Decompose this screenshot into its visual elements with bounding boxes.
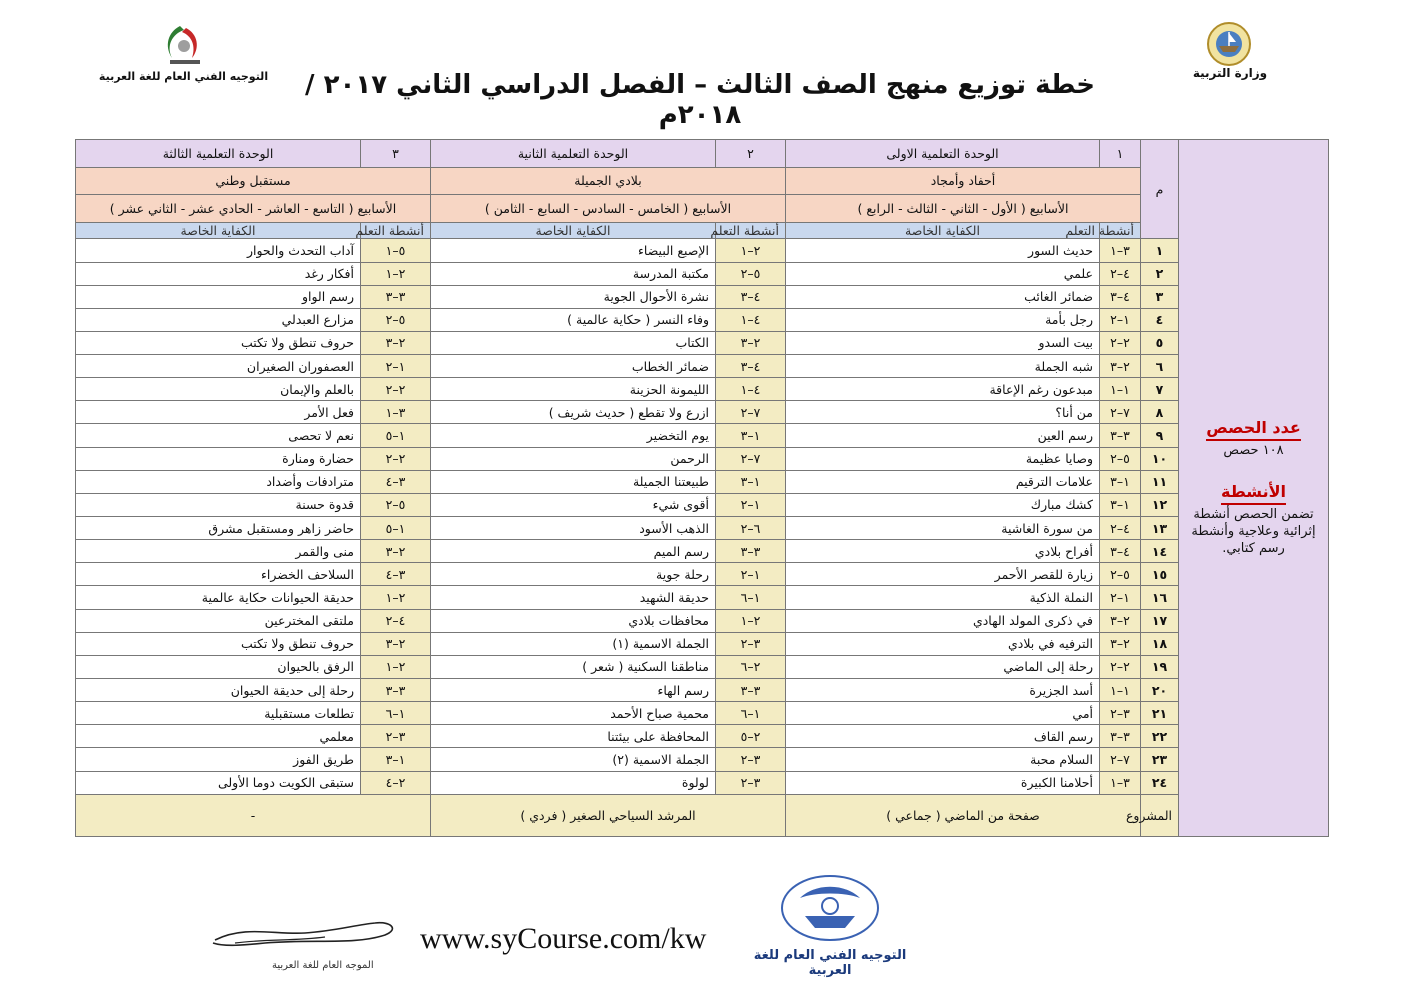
unit-2-lesson: مكتبة المدرسة — [431, 262, 716, 285]
page-title: خطة توزيع منهج الصف الثالث – الفصل الدراسي الثاني ٢٠١٧ / ٢٠١٨م — [305, 70, 1095, 130]
table-row — [76, 447, 1329, 470]
unit-3-lesson: حروف تنطق ولا تكتب — [76, 632, 361, 655]
unit-1-lesson: حديث السور — [786, 239, 1100, 262]
unit-1-lesson: مبدعون رغم الإعاقة — [786, 378, 1100, 401]
unit-1-lesson: أمي — [786, 702, 1100, 725]
unit-3-lesson: معلمي — [76, 725, 361, 748]
unit-3-lesson: آداب التحدث والحوار — [76, 239, 361, 262]
unit-1-project: صفحة من الماضي ( جماعي ) — [786, 794, 1141, 836]
unit-2-activity-code: ٣–٢ — [716, 748, 786, 771]
unit-3-lesson: بالعلم والإيمان — [76, 378, 361, 401]
unit-2-activity-header: أنشطة التعلم — [716, 222, 786, 238]
unit-1-activity-code: ٥–٢ — [1100, 563, 1141, 586]
unit-1-lesson: السلام محبة — [786, 748, 1100, 771]
unit-2-activity-code: ٧–٢ — [716, 401, 786, 424]
unit-1-lesson: الترفيه في بلادي — [786, 632, 1100, 655]
guidance-org-name: التوجيه الفني العام للغة العربية — [98, 70, 269, 83]
unit-1-lesson: وصايا عظيمة — [786, 447, 1100, 470]
row-number: ١٧ — [1141, 609, 1179, 632]
row-number: ٣ — [1141, 285, 1179, 308]
unit-3-activity-code: ٢–٢ — [361, 447, 431, 470]
unit-3-activity-code: ٤–٢ — [361, 609, 431, 632]
unit-3-activity-code: ١–٥ — [361, 424, 431, 447]
unit-3-activity-code: ٣–١ — [361, 401, 431, 424]
row-number: ١١ — [1141, 470, 1179, 493]
unit-2-lesson: حديقة الشهيد — [431, 586, 716, 609]
unit-3-lesson: تطلعات مستقبلية — [76, 702, 361, 725]
unit-1-theme: أحفاد وأمجاد — [786, 167, 1141, 195]
table-row — [76, 609, 1329, 632]
activities-heading: الأنشطة — [1221, 482, 1286, 505]
unit-1-number: ١ — [1100, 140, 1141, 168]
table-row — [76, 679, 1329, 702]
table-row — [76, 239, 1329, 262]
unit-2-lesson: وفاء النسر ( حكاية عالمية ) — [431, 308, 716, 331]
unit-2-lesson: مناطقنا السكنية ( شعر ) — [431, 655, 716, 678]
table-row — [76, 771, 1329, 794]
row-number: ١٨ — [1141, 632, 1179, 655]
unit-3-activity-code: ١–٥ — [361, 517, 431, 540]
unit-3-activity-code: ٣–٢ — [361, 725, 431, 748]
unit-3-lesson: مزارع العبدلي — [76, 308, 361, 331]
unit-1-weeks: الأسابيع ( الأول - الثاني - الثالث - الرابع ) — [786, 195, 1141, 223]
table-row — [76, 540, 1329, 563]
unit-1-lesson: في ذكرى المولد الهادي — [786, 609, 1100, 632]
table-row — [76, 563, 1329, 586]
unit-2-activity-code: ٤–٣ — [716, 285, 786, 308]
unit-3-weeks: الأسابيع ( التاسع - العاشر - الحادي عشر - الثاني عشر ) — [76, 195, 431, 223]
unit-2-lesson: الليمونة الحزينة — [431, 378, 716, 401]
row-number: ٢٣ — [1141, 748, 1179, 771]
unit-1-lesson: أحلامنا الكبيرة — [786, 771, 1100, 794]
unit-3-theme: مستقبل وطني — [76, 167, 431, 195]
unit-3-activity-code: ٢–٢ — [361, 378, 431, 401]
unit-2-lesson: ازرع ولا تقطع ( حديث شريف ) — [431, 401, 716, 424]
unit-2-activity-code: ٣–٢ — [716, 771, 786, 794]
table-row — [76, 470, 1329, 493]
unit-1-activity-code: ٣–٣ — [1100, 424, 1141, 447]
unit-2-activity-code: ٦–٢ — [716, 517, 786, 540]
unit-1-activity-code: ٣–١ — [1100, 771, 1141, 794]
signature-caption: الموجه العام للغة العربية — [272, 960, 374, 971]
row-number: ١٦ — [1141, 586, 1179, 609]
unit-3-activity-header: أنشطة التعلم — [361, 222, 431, 238]
project-row — [76, 794, 1329, 836]
unit-1-activity-code: ٣–٣ — [1100, 725, 1141, 748]
table-row — [76, 378, 1329, 401]
row-number: ١٥ — [1141, 563, 1179, 586]
unit-3-lesson: ستبقى الكويت دوما الأولى — [76, 771, 361, 794]
unit-3-lesson: رحلة إلى حديقة الحيوان — [76, 679, 361, 702]
unit-3-activity-code: ٢–٣ — [361, 540, 431, 563]
unit-1-activity-code: ٢–٣ — [1100, 632, 1141, 655]
table-row — [76, 517, 1329, 540]
unit-2-activity-code: ٢–٦ — [716, 655, 786, 678]
unit-1-activity-code: ٣–١ — [1100, 239, 1141, 262]
row-number: ٤ — [1141, 308, 1179, 331]
unit-1-activity-code: ٢–٢ — [1100, 331, 1141, 354]
unit-2-lesson: رسم الميم — [431, 540, 716, 563]
row-number: ١ — [1141, 239, 1179, 262]
row-number: ١٢ — [1141, 493, 1179, 516]
table-row — [76, 702, 1329, 725]
unit-2-activity-code: ٣–٣ — [716, 540, 786, 563]
ministry-name: وزارة التربية — [1192, 66, 1268, 80]
unit-2-activity-code: ٢–١ — [716, 239, 786, 262]
periods-heading: عدد الحصص — [1206, 418, 1301, 441]
unit-2-activity-code: ٢–٥ — [716, 725, 786, 748]
unit-2-activity-code: ٤–١ — [716, 308, 786, 331]
unit-3-competency-header: الكفاية الخاصة — [76, 222, 361, 238]
unit-1-activity-code: ١–٢ — [1100, 586, 1141, 609]
unit-2-lesson: رحلة جوية — [431, 563, 716, 586]
unit-3-lesson: حضارة ومنارة — [76, 447, 361, 470]
unit-3-activity-code: ٢–١ — [361, 586, 431, 609]
unit-1-lesson: أسد الجزيرة — [786, 679, 1100, 702]
row-number: ٢١ — [1141, 702, 1179, 725]
unit-2-activity-code: ٣–٣ — [716, 679, 786, 702]
unit-1-activity-code: ٣–٢ — [1100, 702, 1141, 725]
unit-1-lesson: رحلة إلى الماضي — [786, 655, 1100, 678]
unit-3-lesson: الرفق بالحيوان — [76, 655, 361, 678]
website-link[interactable]: www.syCourse.com/kw — [420, 922, 707, 955]
unit-3-activity-code: ٣–٤ — [361, 470, 431, 493]
unit-2-lesson: الذهب الأسود — [431, 517, 716, 540]
table-row — [76, 308, 1329, 331]
ministry-emblem-icon — [1205, 20, 1253, 68]
unit-3-activity-code: ٢–٣ — [361, 331, 431, 354]
unit-2-project: المرشد السياحي الصغير ( فردي ) — [431, 794, 786, 836]
table-row — [76, 331, 1329, 354]
unit-1-activity-code: ٧–٢ — [1100, 748, 1141, 771]
unit-2-lesson: لولوة — [431, 771, 716, 794]
unit-1-activity-code: ٢–٣ — [1100, 355, 1141, 378]
unit-2-activity-code: ٧–٢ — [716, 447, 786, 470]
row-number: ١٣ — [1141, 517, 1179, 540]
page-footer — [0, 860, 1403, 992]
unit-2-lesson: الرحمن — [431, 447, 716, 470]
unit-2-activity-code: ٤–١ — [716, 378, 786, 401]
unit-2-weeks: الأسابيع ( الخامس - السادس - السابع - الثامن ) — [431, 195, 786, 223]
unit-3-lesson: فعل الأمر — [76, 401, 361, 424]
unit-3-lesson: طريق الفوز — [76, 748, 361, 771]
unit-2-activity-code: ١–٦ — [716, 702, 786, 725]
unit-1-activity-code: ٢–٢ — [1100, 655, 1141, 678]
unit-1-lesson: شبه الجملة — [786, 355, 1100, 378]
unit-2-lesson: الكتاب — [431, 331, 716, 354]
unit-2-number: ٢ — [716, 140, 786, 168]
unit-1-activity-code: ٤–٢ — [1100, 262, 1141, 285]
table-row — [76, 262, 1329, 285]
unit-3-lesson: منى والقمر — [76, 540, 361, 563]
unit-1-lesson: رسم القاف — [786, 725, 1100, 748]
unit-1-activity-code: ١–١ — [1100, 378, 1141, 401]
unit-3-lesson: حاضر زاهر ومستقبل مشرق — [76, 517, 361, 540]
unit-3-activity-code: ٢–٤ — [361, 771, 431, 794]
curriculum-plan-table — [75, 139, 1329, 837]
unit-2-name: الوحدة التعلمية الثانية — [431, 140, 716, 168]
unit-3-lesson: مترادفات وأضداد — [76, 470, 361, 493]
unit-3-activity-code: ٣–٤ — [361, 563, 431, 586]
unit-1-activity-code: ١–٣ — [1100, 493, 1141, 516]
page-header — [0, 0, 1403, 130]
unit-3-lesson: أفكار رغد — [76, 262, 361, 285]
table-row — [76, 493, 1329, 516]
unit-3-activity-code: ٥–٢ — [361, 308, 431, 331]
unit-3-activity-code: ٣–٣ — [361, 679, 431, 702]
unit-1-lesson: رجل بأمة — [786, 308, 1100, 331]
unit-3-lesson: العصفوران الصغيران — [76, 355, 361, 378]
unit-1-activity-code: ٤–٣ — [1100, 540, 1141, 563]
row-number: ٧ — [1141, 378, 1179, 401]
unit-3-activity-code: ٢–١ — [361, 262, 431, 285]
row-number: ١٩ — [1141, 655, 1179, 678]
unit-3-name: الوحدة التعلمية الثالثة — [76, 140, 361, 168]
unit-3-activity-code: ٣–٣ — [361, 285, 431, 308]
table-row — [76, 748, 1329, 771]
unit-2-lesson: ضمائر الخطاب — [431, 355, 716, 378]
unit-2-lesson: محافظات بلادي — [431, 609, 716, 632]
row-number: ١٠ — [1141, 447, 1179, 470]
unit-2-activity-code: ٢–١ — [716, 609, 786, 632]
unit-2-theme: بلادي الجميلة — [431, 167, 786, 195]
row-number: ٥ — [1141, 331, 1179, 354]
unit-3-activity-code: ١–٦ — [361, 702, 431, 725]
table-row — [76, 424, 1329, 447]
unit-1-activity-code: ٤–٣ — [1100, 285, 1141, 308]
unit-3-activity-code: ١–٢ — [361, 355, 431, 378]
unit-3-lesson: السلاحف الخضراء — [76, 563, 361, 586]
unit-1-activity-code: ٧–٢ — [1100, 401, 1141, 424]
table-row — [76, 632, 1329, 655]
unit-1-lesson: كشك مبارك — [786, 493, 1100, 516]
unit-2-activity-code: ٤–٣ — [716, 355, 786, 378]
unit-1-activity-code: ١–٣ — [1100, 470, 1141, 493]
unit-2-activity-code: ١–٣ — [716, 424, 786, 447]
unit-3-lesson: حروف تنطق ولا تكتب — [76, 331, 361, 354]
unit-3-project: - — [76, 794, 431, 836]
table-row — [76, 355, 1329, 378]
unit-2-activity-code: ٥–٢ — [716, 262, 786, 285]
unit-1-lesson: من أنا؟ — [786, 401, 1100, 424]
unit-1-lesson: من سورة الغاشية — [786, 517, 1100, 540]
unit-2-lesson: رسم الهاء — [431, 679, 716, 702]
unit-3-activity-code: ٢–٣ — [361, 632, 431, 655]
unit-1-activity-code: ٤–٢ — [1100, 517, 1141, 540]
unit-2-competency-header: الكفاية الخاصة — [431, 222, 716, 238]
unit-2-lesson: الجملة الاسمية (٢) — [431, 748, 716, 771]
unit-1-activity-header: أنشطة التعلم — [1100, 222, 1141, 238]
unit-2-lesson: يوم التخضير — [431, 424, 716, 447]
table-row — [76, 285, 1329, 308]
unit-1-lesson: رسم العين — [786, 424, 1100, 447]
unit-1-lesson: علامات الترقيم — [786, 470, 1100, 493]
unit-2-activity-code: ١–٢ — [716, 493, 786, 516]
unit-2-activity-code: ٢–٣ — [716, 331, 786, 354]
unit-2-activity-code: ٣–٢ — [716, 632, 786, 655]
unit-3-activity-code: ٥–١ — [361, 239, 431, 262]
unit-3-activity-code: ٥–٢ — [361, 493, 431, 516]
unit-1-activity-code: ١–٢ — [1100, 308, 1141, 331]
row-number: ٢٠ — [1141, 679, 1179, 702]
unit-2-activity-code: ١–٦ — [716, 586, 786, 609]
project-label: المشروع — [1141, 794, 1179, 836]
unit-2-lesson: نشرة الأحوال الجوية — [431, 285, 716, 308]
unit-2-lesson: المحافظة على بيئتنا — [431, 725, 716, 748]
row-number: ٦ — [1141, 355, 1179, 378]
table-row — [76, 655, 1329, 678]
unit-2-lesson: أقوى شيء — [431, 493, 716, 516]
unit-1-lesson: النملة الذكية — [786, 586, 1100, 609]
row-number: ١٤ — [1141, 540, 1179, 563]
unit-3-lesson: ملتقى المخترعين — [76, 609, 361, 632]
unit-1-lesson: زيارة للقصر الأحمر — [786, 563, 1100, 586]
row-number: ٨ — [1141, 401, 1179, 424]
unit-2-lesson: محمية صباح الأحمد — [431, 702, 716, 725]
unit-2-lesson: الإصبع البيضاء — [431, 239, 716, 262]
unit-1-activity-code: ٥–٢ — [1100, 447, 1141, 470]
periods-value: ١٠٨ حصص — [1223, 443, 1284, 459]
units-header-row — [76, 140, 1329, 168]
row-number: ٢٤ — [1141, 771, 1179, 794]
unit-3-lesson: نعم لا تحصى — [76, 424, 361, 447]
unit-1-activity-code: ٢–٣ — [1100, 609, 1141, 632]
row-number: ٢٢ — [1141, 725, 1179, 748]
table-row — [76, 725, 1329, 748]
unit-1-lesson: أفراح بلادي — [786, 540, 1100, 563]
unit-3-number: ٣ — [361, 140, 431, 168]
unit-3-activity-code: ١–٣ — [361, 748, 431, 771]
unit-3-lesson: حديقة الحيوانات حكاية عالمية — [76, 586, 361, 609]
row-number-header: م — [1141, 140, 1179, 239]
activities-text: تضمن الحصص أنشطة إثرائية وعلاجية وأنشطة رسم كتابي. — [1191, 506, 1316, 556]
unit-3-activity-code: ٢–١ — [361, 655, 431, 678]
unit-3-lesson: رسم الواو — [76, 285, 361, 308]
unit-2-activity-code: ١–٣ — [716, 470, 786, 493]
unit-1-lesson: بيت السدو — [786, 331, 1100, 354]
unit-1-activity-code: ١–١ — [1100, 679, 1141, 702]
row-number: ٢ — [1141, 262, 1179, 285]
stamp-caption: التوجيه الفني العام للغة العربية — [753, 948, 907, 978]
unit-1-lesson: ضمائر الغائب — [786, 285, 1100, 308]
table-row — [76, 401, 1329, 424]
unit-2-lesson: الجملة الاسمية (١) — [431, 632, 716, 655]
table-row — [76, 586, 1329, 609]
unit-3-lesson: قدوة حسنة — [76, 493, 361, 516]
unit-2-lesson: طبيعتنا الجميلة — [431, 470, 716, 493]
unit-1-name: الوحدة التعلمية الاولى — [786, 140, 1100, 168]
arabic-guidance-logo-icon — [150, 22, 220, 70]
unit-1-competency-header: الكفاية الخاصة — [786, 222, 1100, 238]
unit-1-lesson: علمي — [786, 262, 1100, 285]
side-info-cell — [1179, 140, 1329, 837]
row-number: ٩ — [1141, 424, 1179, 447]
unit-2-activity-code: ١–٢ — [716, 563, 786, 586]
